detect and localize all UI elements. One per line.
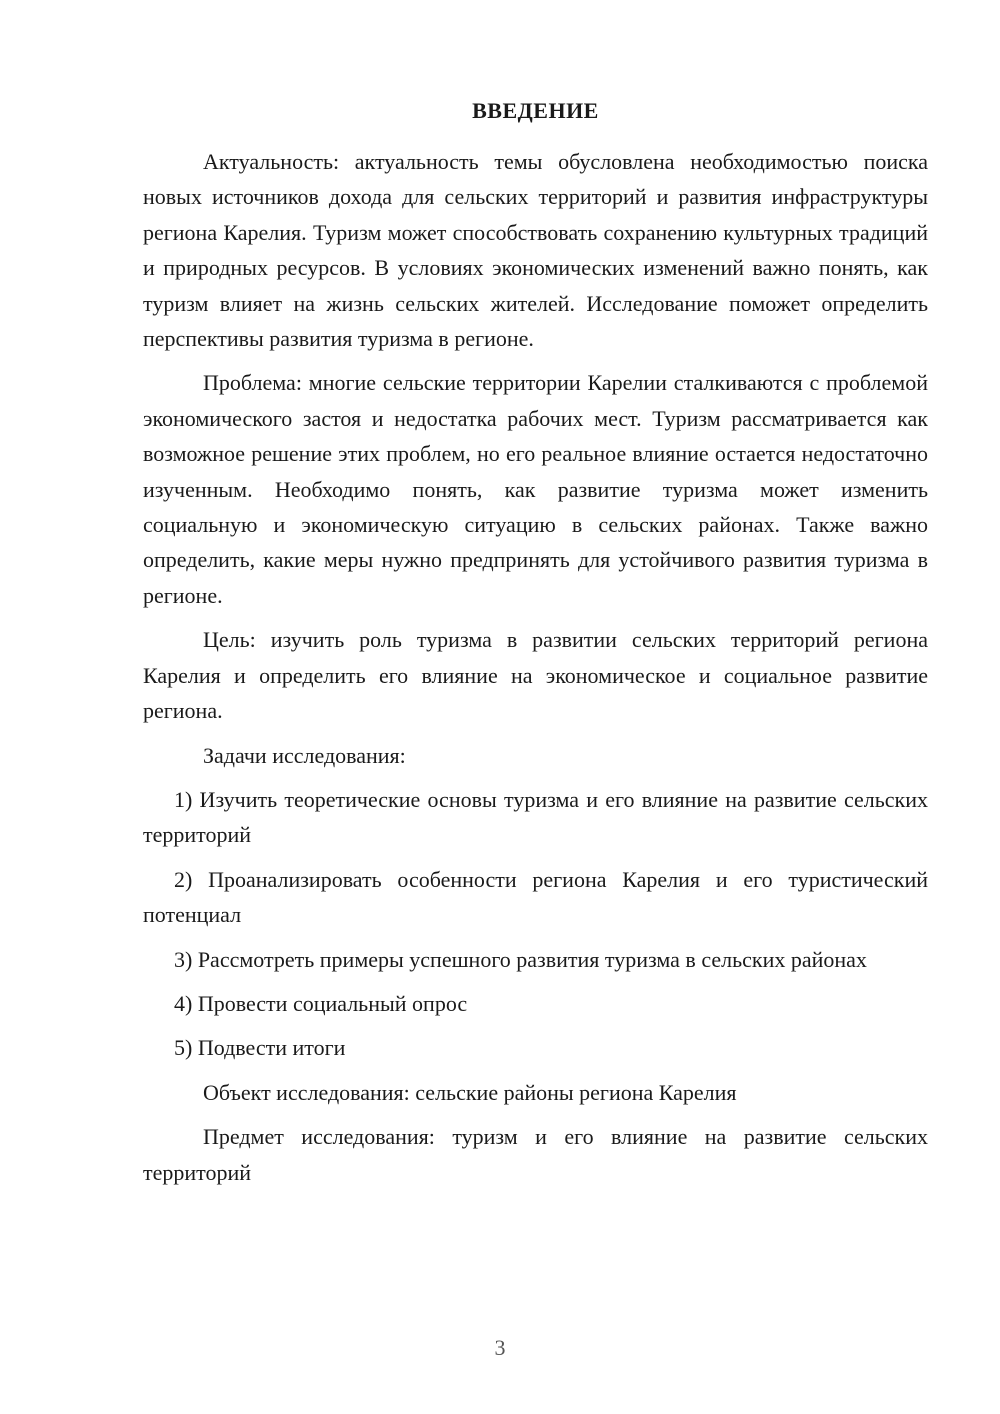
- page-number: 3: [494, 1335, 506, 1360]
- task-item-5: 5) Подвести итоги: [174, 1035, 346, 1061]
- task-item-2: 2) Проанализировать особенности региона Карелия и его туристический потенциал: [143, 866, 928, 928]
- goal-paragraph: Цель: изучить роль туризма в развитии сельских территорий региона Карелия и определить его влияние на экономическое и социальное развитие региона.: [143, 627, 928, 724]
- research-subject-paragraph: Предмет исследования: туризм и его влияние на развитие сельских территорий: [143, 1124, 928, 1185]
- problem-paragraph: Проблема: многие сельские территории Карелии сталкиваются с проблемой экономического застоя и недостатка рабочих мест. Туризм рассматривается как возможное решение этих проблем, но его реальное влияние остается недостаточно изученным. Необходимо понять, как развитие туризма может изменить социальную и экономическую ситуацию в сельских районах. Также важно определить, какие меры нужно предпринять для устойчивого развития туризма в регионе.: [143, 370, 928, 608]
- task-item-1: 1) Изучить теоретические основы туризма и его влияние на развитие сельских территорий: [143, 786, 928, 848]
- research-object-paragraph: Объект исследования: сельские районы региона Карелия: [203, 1079, 737, 1105]
- section-heading: ВВЕДЕНИЕ: [472, 98, 599, 123]
- tasks-title: Задачи исследования:: [203, 742, 406, 768]
- task-item-4: 4) Провести социальный опрос: [174, 990, 468, 1016]
- relevance-paragraph: Актуальность: актуальность темы обусловлена необходимостью поиска новых источников дохода для сельских территорий и развития инфраструктуры региона Карелия. Туризм может способствовать сохранению культурных традиций и природных ресурсов. В условиях экономических изменений важно понять, как туризм влияет на жизнь сельских жителей. Исследование поможет определить перспективы развития туризма в регионе.: [143, 149, 928, 352]
- document-page: [143, 96, 928, 1199]
- task-item-3: 3) Рассмотреть примеры успешного развития туризма в сельских районах: [174, 946, 867, 972]
